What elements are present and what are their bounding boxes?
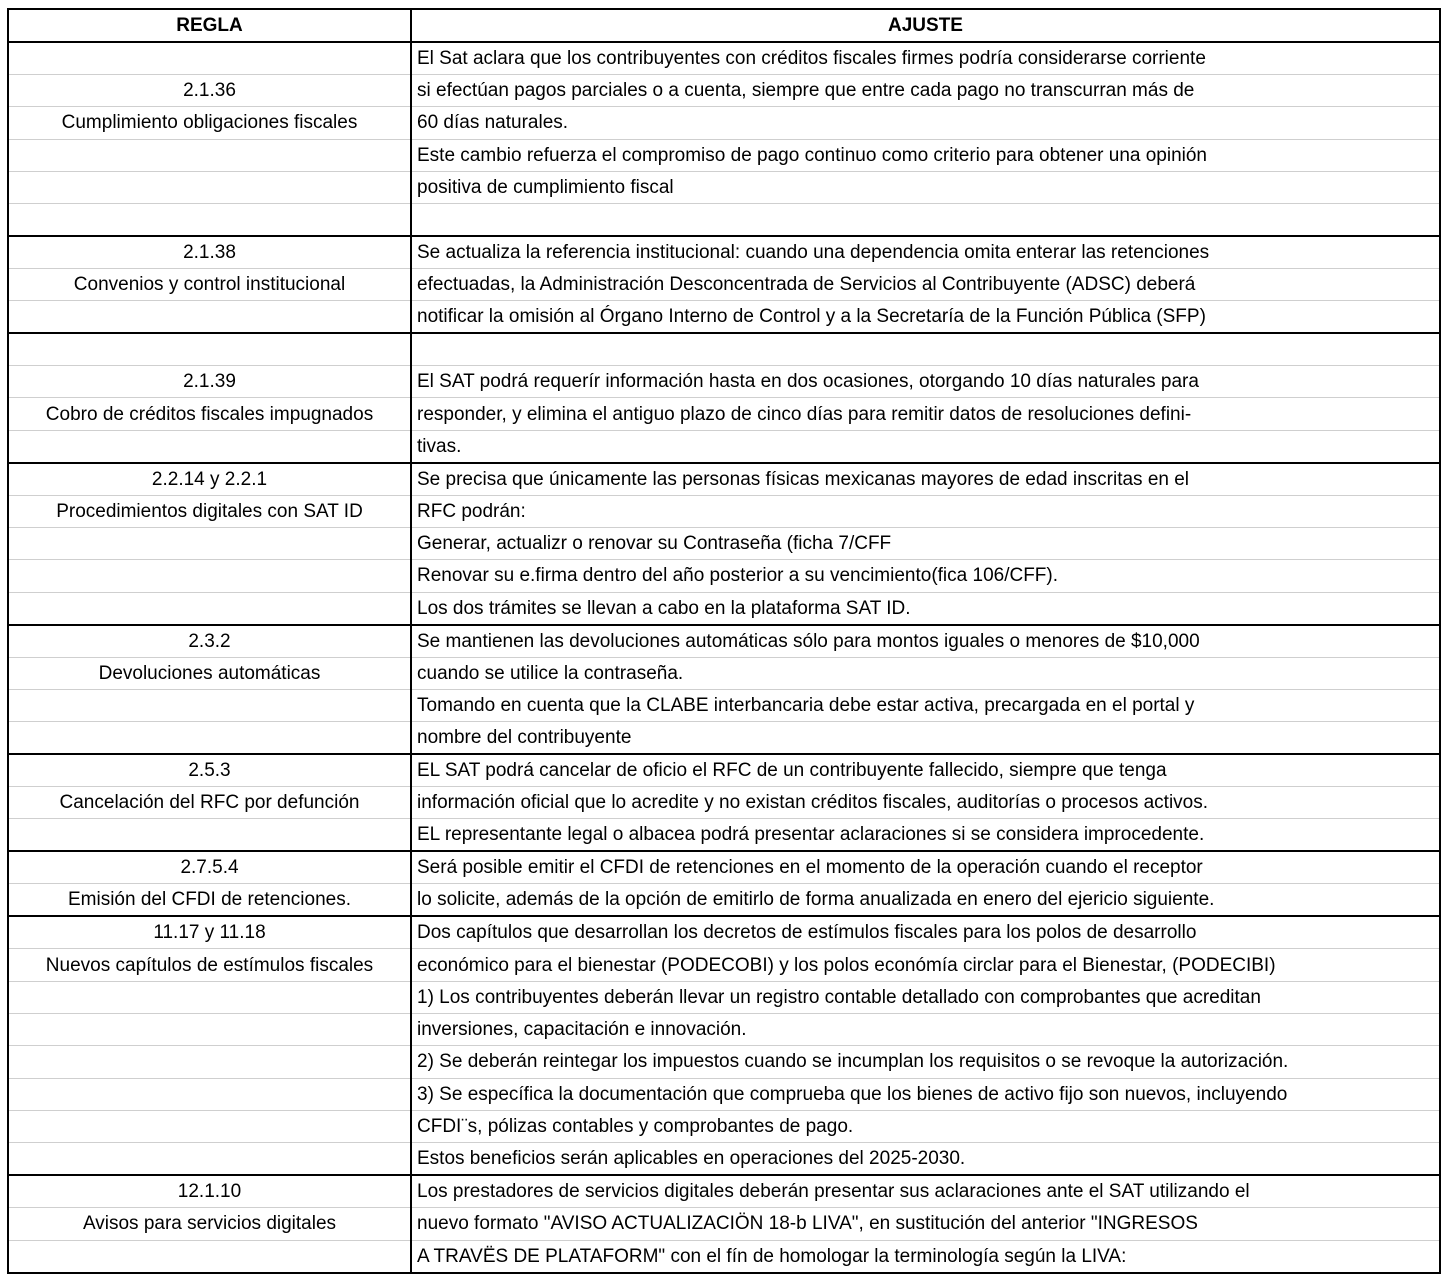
regla-cell	[8, 42, 411, 75]
regla-cell: Cancelación del RFC por defunción	[8, 787, 411, 819]
regla-cell: Cobro de créditos fiscales impugnados	[8, 398, 411, 430]
ajuste-cell: efectuadas, la Administración Desconcentrada de Servicios al Contribuyente (ADSC) deberá	[411, 268, 1440, 300]
table-row	[8, 366, 1440, 398]
regla-cell	[8, 1110, 411, 1142]
header-ajuste: AJUSTE	[411, 9, 1440, 42]
ajuste-cell: Se actualiza la referencia institucional: cuando una dependencia omita enterar las retenciones	[411, 236, 1440, 269]
ajuste-cell: A TRAVËS DE PLATAFORM" con el fín de homologar la terminología según la LIVA:	[411, 1240, 1440, 1273]
regla-cell	[8, 1240, 411, 1273]
ajuste-cell: 3) Se específica la documentación que comprueba que los bienes de activo fijo son nuevos, incluyendo	[411, 1078, 1440, 1110]
header-row	[8, 9, 1440, 42]
table-row	[8, 981, 1440, 1013]
ajuste-cell: Generar, actualizr o renovar su Contraseña (ficha 7/CFF	[411, 527, 1440, 559]
table-row	[8, 301, 1440, 334]
ajuste-cell: EL SAT podrá cancelar de oficio el RFC de un contribuyente fallecido, siempre que tenga	[411, 754, 1440, 787]
regla-cell: Nuevos capítulos de estímulos fiscales	[8, 949, 411, 981]
ajuste-cell: Estos beneficios serán aplicables en operaciones del 2025-2030.	[411, 1143, 1440, 1176]
ajuste-cell: Los prestadores de servicios digitales deberán presentar sus aclaraciones ante el SAT utilizando el	[411, 1175, 1440, 1208]
table-row	[8, 916, 1440, 949]
table-row	[8, 592, 1440, 625]
ajuste-cell: positiva de cumplimiento fiscal	[411, 171, 1440, 203]
regla-cell: 2.1.36	[8, 75, 411, 107]
table-row	[8, 236, 1440, 269]
regla-cell: 2.1.38	[8, 236, 411, 269]
table-row	[8, 689, 1440, 721]
ajuste-cell: 1) Los contribuyentes deberán llevar un registro contable detallado con comprobantes que acreditan	[411, 981, 1440, 1013]
regla-cell	[8, 1046, 411, 1078]
table-row	[8, 430, 1440, 463]
ajuste-cell	[411, 333, 1440, 365]
ajuste-cell: CFDI¨s, pólizas contables y comprobantes de pago.	[411, 1110, 1440, 1142]
ajuste-cell: 60 días naturales.	[411, 107, 1440, 139]
regla-cell	[8, 560, 411, 592]
table-row	[8, 657, 1440, 689]
ajuste-cell: si efectúan pagos parciales o a cuenta, siempre que entre cada pago no transcurran más de	[411, 75, 1440, 107]
table-row	[8, 1240, 1440, 1273]
table-row	[8, 754, 1440, 787]
ajuste-cell: nuevo formato "AVISO ACTUALIZACIÖN 18-b LIVA", en sustitución del anterior "INGRESOS	[411, 1208, 1440, 1240]
regla-cell: 2.1.39	[8, 366, 411, 398]
ajuste-cell: EL representante legal o albacea podrá presentar aclaraciones si se considera improcedente.	[411, 819, 1440, 852]
regla-cell	[8, 981, 411, 1013]
table-row	[8, 851, 1440, 884]
table-row	[8, 204, 1440, 236]
ajuste-cell: Se mantienen las devoluciones automáticas sólo para montos iguales o menores de $10,000	[411, 625, 1440, 658]
ajuste-cell: económico para el bienestar (PODECOBI) y los polos económía circlar para el Bienestar, (PODECIBI)	[411, 949, 1440, 981]
table-row	[8, 787, 1440, 819]
table-row	[8, 333, 1440, 365]
ajuste-cell: tivas.	[411, 430, 1440, 463]
header-regla: REGLA	[8, 9, 411, 42]
ajuste-cell: inversiones, capacitación e innovación.	[411, 1014, 1440, 1046]
ajuste-cell: responder, y elimina el antiguo plazo de cinco días para remitir datos de resoluciones defini-	[411, 398, 1440, 430]
ajuste-cell: Los dos trámites se llevan a cabo en la plataforma SAT ID.	[411, 592, 1440, 625]
table-row	[8, 949, 1440, 981]
table-row	[8, 463, 1440, 496]
regla-cell	[8, 722, 411, 755]
ajuste-cell: El Sat aclara que los contribuyentes con créditos fiscales firmes podría considerarse corriente	[411, 42, 1440, 75]
regla-cell: 2.2.14 y 2.2.1	[8, 463, 411, 496]
regla-cell	[8, 592, 411, 625]
ajuste-cell: 2) Se deberán reintegar los impuestos cuando se incumplan los requisitos o se revoque la autorización.	[411, 1046, 1440, 1078]
table-row	[8, 398, 1440, 430]
regla-cell	[8, 301, 411, 334]
table-row	[8, 107, 1440, 139]
table-row	[8, 1046, 1440, 1078]
rules-table	[7, 8, 1441, 1274]
regla-cell	[8, 527, 411, 559]
ajuste-cell: Se precisa que únicamente las personas físicas mexicanas mayores de edad inscritas en el	[411, 463, 1440, 496]
regla-cell: 2.3.2	[8, 625, 411, 658]
table-row	[8, 1110, 1440, 1142]
regla-cell	[8, 1014, 411, 1046]
regla-cell	[8, 1143, 411, 1176]
regla-cell: Cumplimiento obligaciones fiscales	[8, 107, 411, 139]
regla-cell: 12.1.10	[8, 1175, 411, 1208]
table-row	[8, 1175, 1440, 1208]
regla-cell	[8, 204, 411, 236]
regla-cell: 11.17 y 11.18	[8, 916, 411, 949]
regla-cell	[8, 689, 411, 721]
table-row	[8, 625, 1440, 658]
regla-cell	[8, 1078, 411, 1110]
ajuste-cell: cuando se utilice la contraseña.	[411, 657, 1440, 689]
table-row	[8, 527, 1440, 559]
regla-cell: 2.5.3	[8, 754, 411, 787]
table-row	[8, 1208, 1440, 1240]
ajuste-cell: El SAT podrá requerír información hasta en dos ocasiones, otorgando 10 días naturales para	[411, 366, 1440, 398]
ajuste-cell	[411, 204, 1440, 236]
table-row	[8, 1078, 1440, 1110]
regla-cell: Emisión del CFDI de retenciones.	[8, 884, 411, 917]
table-row	[8, 75, 1440, 107]
ajuste-cell: Este cambio refuerza el compromiso de pago continuo como criterio para obtener una opinión	[411, 139, 1440, 171]
regla-cell	[8, 333, 411, 365]
ajuste-cell: nombre del contribuyente	[411, 722, 1440, 755]
regla-cell: Procedimientos digitales con SAT ID	[8, 495, 411, 527]
table-row	[8, 495, 1440, 527]
table-row	[8, 722, 1440, 755]
ajuste-cell: Tomando en cuenta que la CLABE interbancaria debe estar activa, precargada en el portal y	[411, 689, 1440, 721]
regla-cell	[8, 139, 411, 171]
table-body	[8, 42, 1440, 1273]
ajuste-cell: Será posible emitir el CFDI de retenciones en el momento de la operación cuando el receptor	[411, 851, 1440, 884]
regla-cell: Devoluciones automáticas	[8, 657, 411, 689]
table-row	[8, 884, 1440, 917]
regla-cell	[8, 171, 411, 203]
regla-cell: Avisos para servicios digitales	[8, 1208, 411, 1240]
regla-cell: 2.7.5.4	[8, 851, 411, 884]
table-row	[8, 1014, 1440, 1046]
ajuste-cell: notificar la omisión al Órgano Interno de Control y a la Secretaría de la Función Pública (SFP)	[411, 301, 1440, 334]
table-row	[8, 139, 1440, 171]
ajuste-cell: lo solicite, además de la opción de emitirlo de forma anualizada en enero del ejericio siguiente.	[411, 884, 1440, 917]
table-row	[8, 268, 1440, 300]
table-row	[8, 42, 1440, 75]
ajuste-cell: Renovar su e.firma dentro del año posterior a su vencimiento(fica 106/CFF).	[411, 560, 1440, 592]
ajuste-cell: RFC podrán:	[411, 495, 1440, 527]
regla-cell: Convenios y control institucional	[8, 268, 411, 300]
table-row	[8, 819, 1440, 852]
ajuste-cell: Dos capítulos que desarrollan los decretos de estímulos fiscales para los polos de desarrollo	[411, 916, 1440, 949]
table-row	[8, 1143, 1440, 1176]
regla-cell	[8, 430, 411, 463]
ajuste-cell: información oficial que lo acredite y no existan créditos fiscales, auditorías o procesos activos.	[411, 787, 1440, 819]
table-row	[8, 171, 1440, 203]
regla-cell	[8, 819, 411, 852]
table-row	[8, 560, 1440, 592]
